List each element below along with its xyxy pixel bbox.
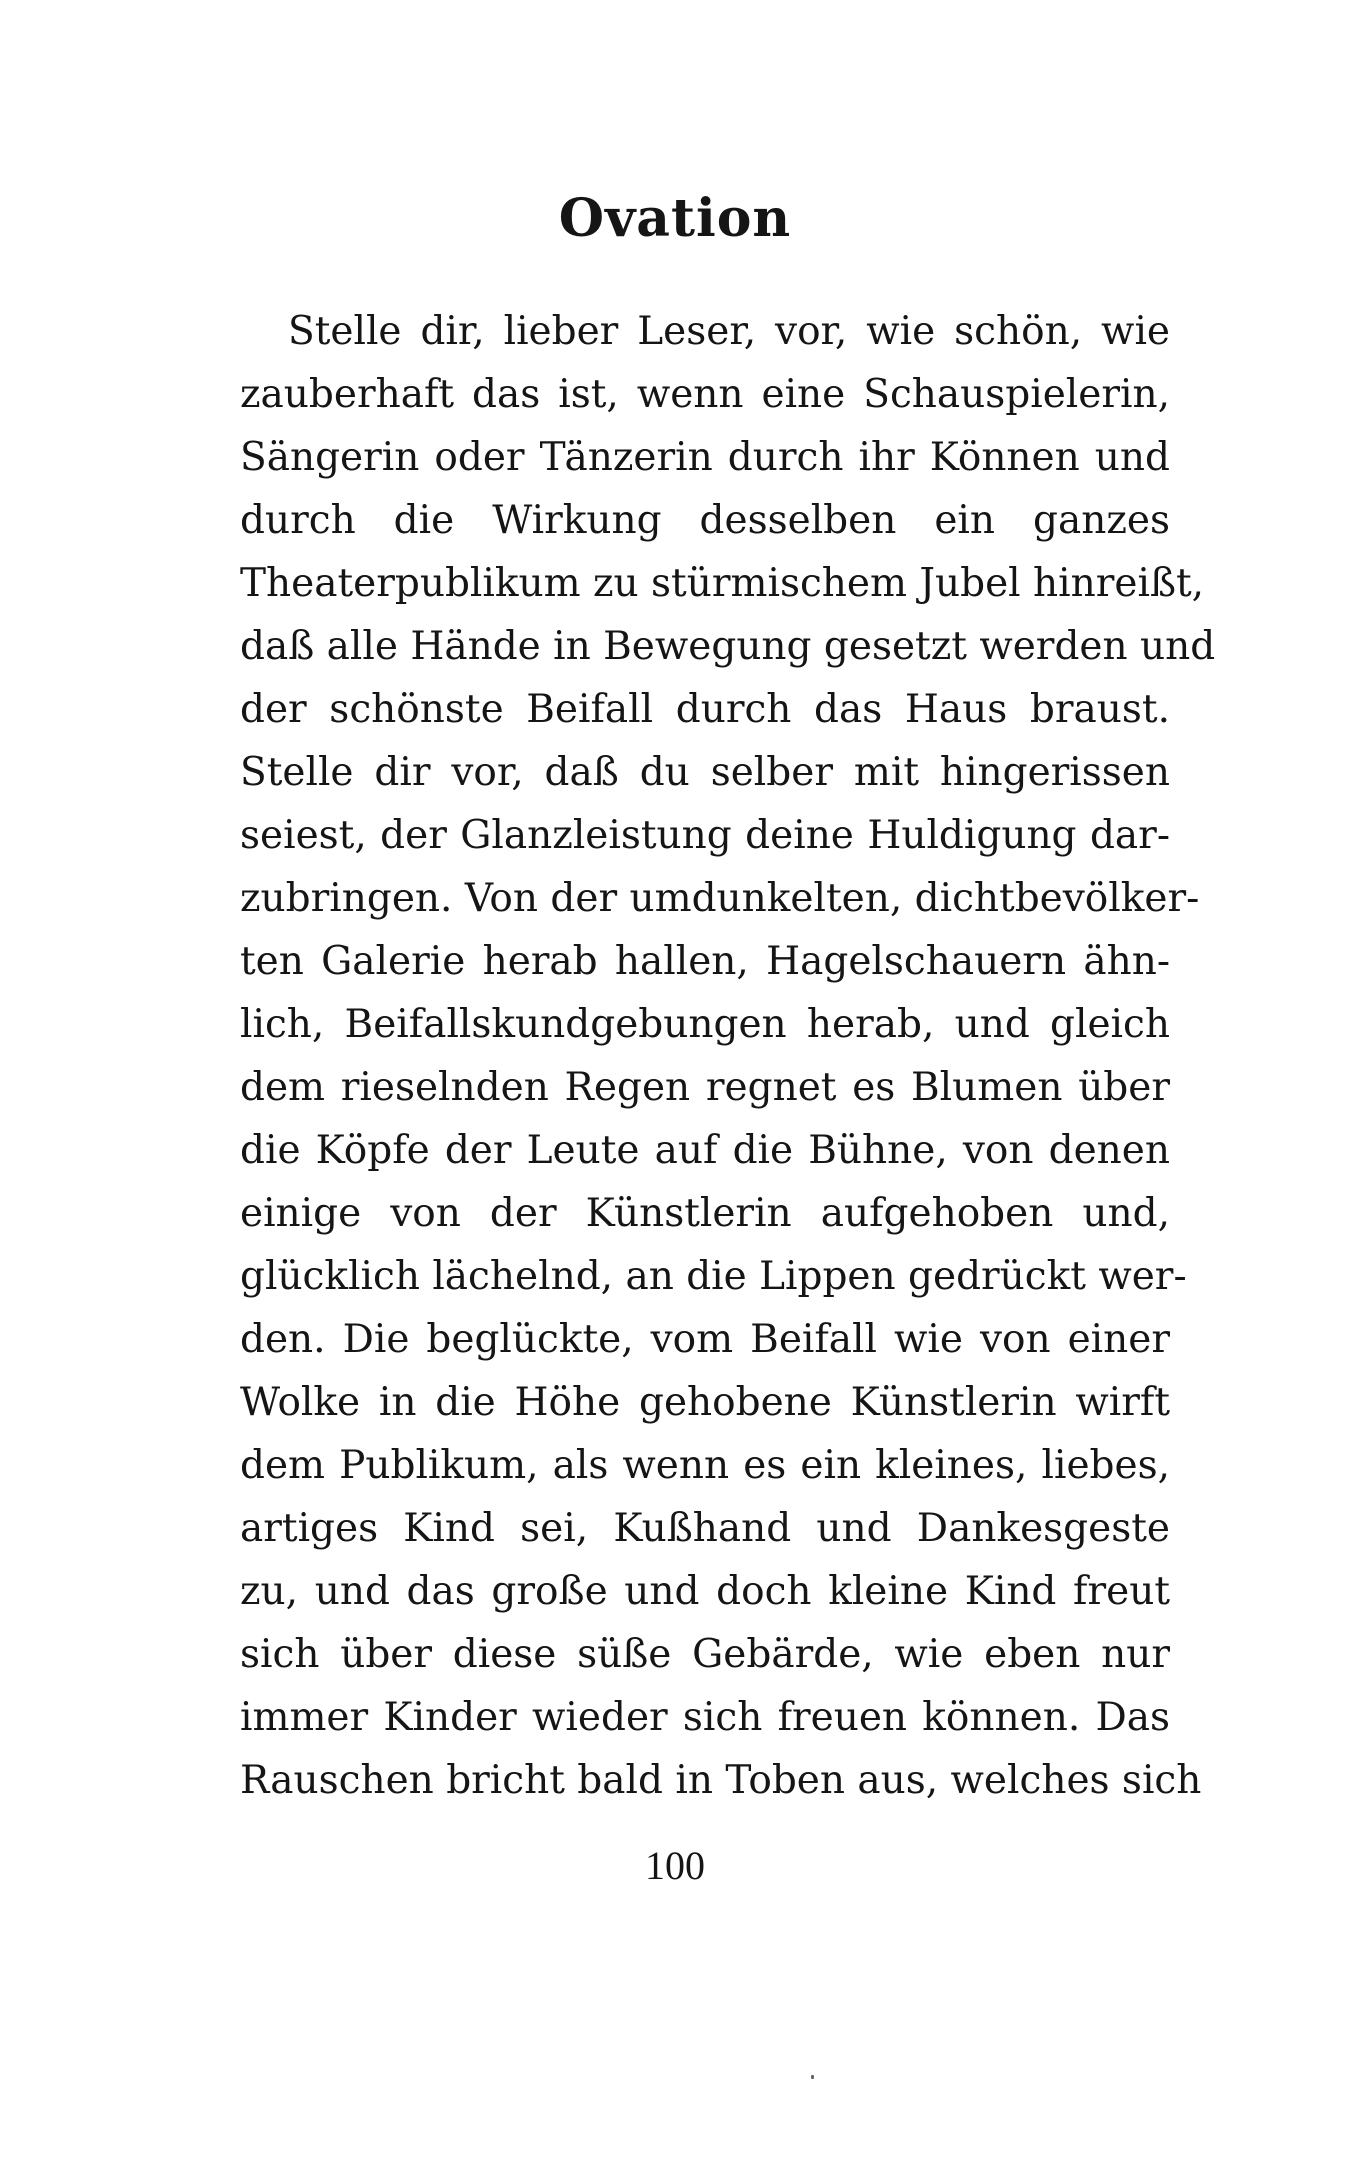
text-line: zauberhaft das ist, wenn eine Schauspielerin,: [240, 372, 1170, 417]
text-line: Rauschen bricht bald in Toben aus, welches sich: [240, 1758, 1202, 1803]
page-number: 100: [645, 1843, 705, 1888]
text-line: Stelle dir, lieber Leser, vor, wie schön, wie: [288, 309, 1170, 354]
text-line: Wolke in die Höhe gehobene Künstlerin wirft: [240, 1380, 1170, 1425]
scan-speck: [811, 2075, 814, 2079]
text-line: Sängerin oder Tänzerin durch ihr Können und: [240, 435, 1170, 480]
text-line: lich, Beifallskundgebungen herab, und gleich: [240, 1002, 1170, 1047]
text-line: dem Publikum, als wenn es ein kleines, liebes,: [240, 1443, 1170, 1488]
text-line: dem rieselnden Regen regnet es Blumen über: [240, 1065, 1170, 1110]
text-line: Theaterpublikum zu stürmischem Jubel hinreißt,: [240, 561, 1205, 606]
text-line: durch die Wirkung desselben ein ganzes: [240, 498, 1170, 543]
text-line: der schönste Beifall durch das Haus braust.: [240, 687, 1170, 732]
text-line: immer Kinder wieder sich freuen können. Das: [240, 1695, 1170, 1740]
text-line: artiges Kind sei, Kußhand und Dankesgeste: [240, 1506, 1170, 1551]
page-title: Ovation: [558, 188, 792, 249]
text-line: glücklich lächelnd, an die Lippen gedrückt wer-: [240, 1254, 1187, 1299]
text-line: Stelle dir vor, daß du selber mit hingerissen: [240, 750, 1170, 795]
text-line: die Köpfe der Leute auf die Bühne, von denen: [240, 1128, 1170, 1173]
text-line: einige von der Künstlerin aufgehoben und,: [240, 1191, 1170, 1236]
text-line: seiest, der Glanzleistung deine Huldigung dar-: [240, 813, 1170, 858]
body-text: [240, 300, 1216, 1812]
text-line: zu, und das große und doch kleine Kind freut: [240, 1569, 1170, 1614]
text-line: den. Die beglückte, vom Beifall wie von einer: [240, 1317, 1170, 1362]
text-line: zubringen. Von der umdunkelten, dichtbevölker-: [240, 876, 1200, 921]
text-line: ten Galerie herab hallen, Hagelschauern ähn-: [240, 939, 1170, 984]
text-line: daß alle Hände in Bewegung gesetzt werden und: [240, 624, 1216, 669]
text-line: sich über diese süße Gebärde, wie eben nur: [240, 1632, 1170, 1677]
